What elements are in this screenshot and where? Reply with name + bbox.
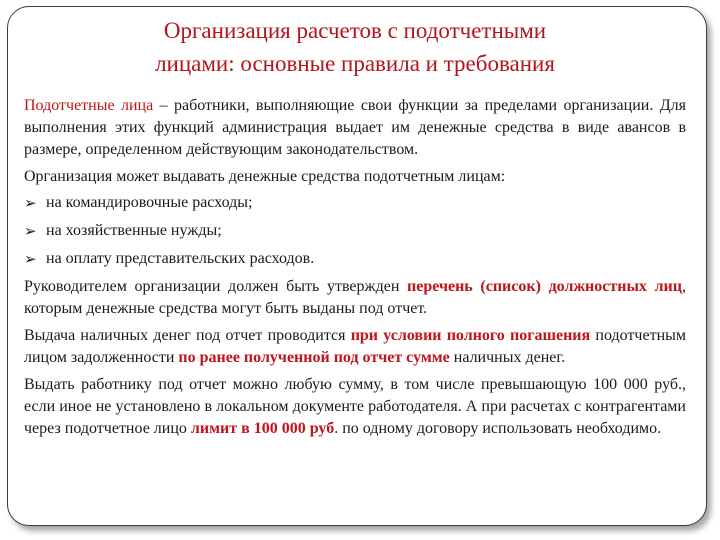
- title-line-1: Организация расчетов с подотчетными: [163, 18, 547, 43]
- text-segment: . по одному договору использовать необходимо.: [334, 420, 662, 437]
- text-segment: подотчетным лицом задолженности: [24, 327, 686, 366]
- definition-text: – работники, выполняющие свои функции за пределами организации. Для выполнения этих функций администрация выдает им денежные средства в виде авансов в размере, определенном действующим законодательством.: [24, 97, 687, 158]
- title-line-2: лицами: основные правила и требования: [155, 51, 555, 76]
- text-segment: , которым денежные средства могут быть выданы под отчет.: [24, 278, 686, 317]
- paragraph-definition: [24, 95, 686, 161]
- text-segment: наличных денег.: [449, 349, 566, 366]
- term-accountable-persons: Подотчетные лица: [24, 97, 154, 114]
- paragraph-cash-issue-condition: [24, 325, 686, 369]
- text-segment: Выдача наличных денег под отчет проводится: [24, 327, 351, 344]
- paragraph-purposes-intro: Организация может выдавать денежные средства подотчетным лицам:: [24, 168, 506, 185]
- arrow-bullet-icon: ➢: [24, 250, 37, 268]
- slide-title: [30, 14, 680, 80]
- bullet-text: на хозяйственные нужды;: [46, 222, 222, 239]
- text-segment: Выдать работнику под отчет можно любую сумму, в том числе превышающую 100 000 руб., если иное не установлено в локальном документе работодателя. А при расчетах с контрагентами через подотчетное лицо: [24, 376, 686, 437]
- highlight-list-of-persons: перечень (список) должностных лиц: [407, 278, 682, 295]
- bullet-text: на оплату представительских расходов.: [46, 250, 315, 267]
- list-item: [24, 220, 686, 242]
- list-item: [24, 248, 686, 270]
- highlight-previous-sum: по ранее полученной под отчет сумме: [178, 349, 450, 366]
- slide-body: [24, 95, 686, 445]
- bullet-text: на командировочные расходы;: [46, 194, 253, 211]
- highlight-full-repayment: при условии полного погашения: [350, 327, 591, 344]
- arrow-bullet-icon: ➢: [24, 194, 37, 212]
- arrow-bullet-icon: ➢: [24, 222, 37, 240]
- highlight-limit: лимит в 100 000 руб: [190, 420, 335, 437]
- paragraph-approved-list: [24, 276, 686, 320]
- paragraph-limit: [24, 374, 686, 440]
- list-item: [24, 192, 686, 214]
- text-segment: Руководителем организации должен быть утвержден: [24, 278, 408, 295]
